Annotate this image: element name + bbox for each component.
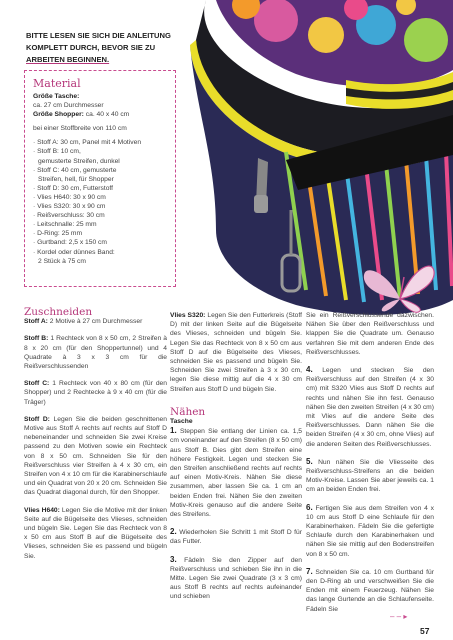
vlies-s320-label: Vlies S320: (170, 312, 206, 319)
material-item: · Stoff B: 10 cm, (33, 148, 81, 156)
groesse-shopper-label: Größe Shopper: (33, 111, 84, 119)
stoff-d-label: Stoff D: (24, 415, 50, 423)
material-item: Streifen, hell, für Shopper (38, 175, 114, 183)
vlies-s320-text: Legen Sie den Futterkreis (Stoff D) mit der linken Seite auf die Bügelseite des Vlieses, schneiden und bügeln Sie. Legen Sie das Rechteck von 8 x 50 cm aus Stoff D auf die Bügelseite des Vlieses, schneiden Sie es passend und bügeln Sie. Schneiden Sie zwei Streifen à 3 x 30 cm, legen Sie diese mittig auf die 4 x 30 cm Streifen aus Stoff D und bügeln Sie. (170, 312, 302, 393)
step-4-number: 4. (306, 365, 313, 375)
groesse-tasche (33, 92, 175, 110)
butterfly-icon (360, 255, 440, 317)
material-item: · Gurtband: 2,5 x 150 cm (33, 239, 107, 247)
material-item: gemusterte Streifen, dunkel (38, 157, 120, 165)
zuschneiden-heading: Zuschneiden (24, 306, 93, 318)
vlies-s320-paragraph (170, 311, 302, 394)
step-4-text: Legen und stecken Sie den Reißverschluss auf den Streifen (4 x 30 cm) mit S320 Vlies aus Stoff D rechts auf rechts und nähen Sie ihn fest. Genauso nähen Sie den zweiten Streifen (4 x 30 cm) mit Vlies auf die andere Seite des Reißverschlusses. Dann nähen Sie die beiden Streifen (4 x 30 cm, ohne Vlies) auf die anderen Seiten des Reißverschlusses. (306, 367, 434, 448)
material-item: · Reißverschluss: 30 cm (33, 212, 105, 220)
step-5-text: Nun nähen Sie die Vliesseite des Reißverschluss-Streifens an die beiden Motiv-Kreise. Lassen Sie aber jeweils ca. 1 cm an beiden Enden frei. (306, 458, 434, 494)
zuschneiden-stoff-c (24, 379, 167, 407)
column-3 (306, 311, 434, 622)
step-1-text: Steppen Sie entlang der Linien ca. 1,5 cm voneinander auf den Streifen (8 x 50 cm) aus Stoff B. Dies gibt dem Streifen eine höhere Festigkeit. Legen und stecken Sie den Streifen anschließend rechts auf rechts auf einen Motiv-Kreis. Nähen Sie diese zusammen, aber lassen Sie ca. 1 cm an beiden Enden frei. Nähen Sie den zweiten Motiv-Kreis genauso auf die andere Seite des Streifens. (170, 428, 302, 519)
stoff-a-label: Stoff A: (24, 318, 48, 326)
vlies-h640-label: Vlies H640: (24, 506, 60, 514)
zuschneiden-stoff-d (24, 415, 167, 498)
groesse-shopper (33, 110, 175, 119)
stoff-c-label: Stoff C: (24, 380, 50, 388)
material-item: · Vlies S320: 30 x 90 cm (33, 203, 106, 211)
material-item: · Leitschnalle: 25 mm (33, 221, 97, 229)
intro-line-2: KOMPLETT DURCH, BEVOR SIE ZU (26, 43, 156, 52)
column-2 (170, 311, 302, 610)
groesse-tasche-label: Größe Tasche: (33, 93, 80, 100)
vlies-h640-text: Legen Sie die Motive mit der linken Seite auf die Bügelseite des Vlieses, schneiden und bügeln Sie. Legen Sie das Rechteck von 8 x 50 cm aus Stoff B auf die Bügelseite des Vlieses, schneiden Sie es passend und bügeln Sie. (24, 506, 167, 560)
intro-notice (26, 30, 196, 66)
step-1-number: 1. (170, 426, 177, 436)
step-5-number: 5. (306, 456, 313, 466)
zuschneiden-stoff-b (24, 334, 167, 371)
material-box (24, 70, 176, 287)
step-1 (170, 426, 302, 519)
material-item: · Vlies H640: 30 x 90 cm (33, 193, 106, 201)
step-7-number: 7. (306, 566, 313, 576)
step-3-number: 3. (170, 554, 177, 564)
step-6 (306, 503, 434, 559)
stoff-a-text: 2 Motive à 27 cm Durchmesser (47, 318, 143, 326)
step-3-continued: Sie ein Reißverschlussende dazwischen. Nähen Sie über den Reißverschluss und klappen Sie die Quadrate um. Genauso verfahren Sie mit dem anderen Ende des Reißverschlusses. (306, 312, 434, 356)
groesse-tasche-value: ca. 27 cm Durchmesser (33, 102, 104, 110)
step-7 (306, 567, 434, 614)
intro-line-1: BITTE LESEN SIE SICH DIE ANLEITUNG (26, 31, 171, 40)
stoff-c-text: 1 Rechteck von 40 x 80 cm (für den Shopper) und 2 Rechtecke à 9 x 40 cm (für die Träger) (24, 380, 167, 406)
column-1 (24, 308, 167, 569)
naehen-heading: Nähen (170, 405, 206, 418)
material-item: 2 Stück à 75 cm (38, 257, 86, 265)
continue-arrow-icon: – – ▸ (390, 612, 408, 621)
stoff-d-text: Legen Sie die beiden geschnittenen Motive aus Stoff A rechts auf rechts auf Stoff D nebeneinander und schneiden Sie zwei Kreise passend zu den Motiven sowie ein Rechteck von 8 x 50 cm. Schneiden Sie für den Reißverschluss vier Streifen à 4 x 30 cm, ein Streifen von 4 x 10 cm für die Karabinerschlaufe und ein Quadrat von 20 x 20 cm. Schneiden Sie das Quadrat diagonal durch, für den Shopper. (24, 415, 167, 497)
material-item: · Stoff D: 30 cm, Futterstoff (33, 184, 114, 192)
page-number: 57 (420, 626, 430, 636)
material-item: · Kordel oder dünnes Band: (33, 248, 115, 256)
intro-line-3: ARBEITEN BEGINNEN. (26, 55, 110, 64)
groesse-shopper-value: ca. 40 x 40 cm (85, 111, 130, 119)
stoffbreite-note: bei einer Stoffbreite von 110 cm (33, 125, 127, 133)
step-7-text: Schneiden Sie ca. 10 cm Gurtband für den D-Ring ab und verschweißen Sie die Enden mit einem Feuerzeug. Nähen Sie das lange Gurtende an die Schlaufenseite. Fädeln Sie (306, 568, 434, 613)
step-3-text: Fädeln Sie den Zipper auf den Reißverschluss und schieben Sie ihn in die Mitte. Legen Sie zwei Quadrate (3 x 3 cm) aus Stoff B rechts auf rechts aufeinander und schieben (170, 556, 302, 601)
material-item: · Stoff A: 30 cm, Panel mit 4 Motiven (33, 139, 142, 147)
material-item: · Stoff C: 40 cm, gemusterte (33, 166, 117, 174)
stoff-b-label: Stoff B: (24, 335, 49, 343)
stoff-b-text: 1 Rechteck von 8 x 50 cm, 2 Streifen à 8 x 20 cm (für den Shoppertunnel) und 4 Quadrate à 3 x 3 cm für die Reißverschlussenden (24, 335, 167, 371)
material-item: · D-Ring: 25 mm (33, 230, 83, 238)
material-heading: Material (33, 77, 81, 90)
step-2-number: 2. (170, 527, 177, 537)
step-3 (170, 555, 302, 602)
step-6-number: 6. (306, 502, 313, 512)
material-list (25, 138, 175, 265)
step-5 (306, 457, 434, 495)
step-4 (306, 365, 434, 449)
zuschneiden-vlies-h640 (24, 506, 167, 561)
step-6-text: Fertigen Sie aus dem Streifen von 4 x 10 cm aus Stoff D eine Schlaufe für den Karabinerhaken. Fädeln Sie die gefertigte Schlaufe durch den Karabinerhaken und nähen Sie sie mittig auf den Bodenstreifen von 8 x 50 cm. (306, 504, 434, 558)
step-2 (170, 527, 302, 546)
zuschneiden-stoff-a (24, 317, 167, 326)
tasche-subheading: Tasche (170, 418, 193, 426)
step-2-text: Wiederholen Sie Schritt 1 mit Stoff D für das Futter. (170, 529, 302, 546)
